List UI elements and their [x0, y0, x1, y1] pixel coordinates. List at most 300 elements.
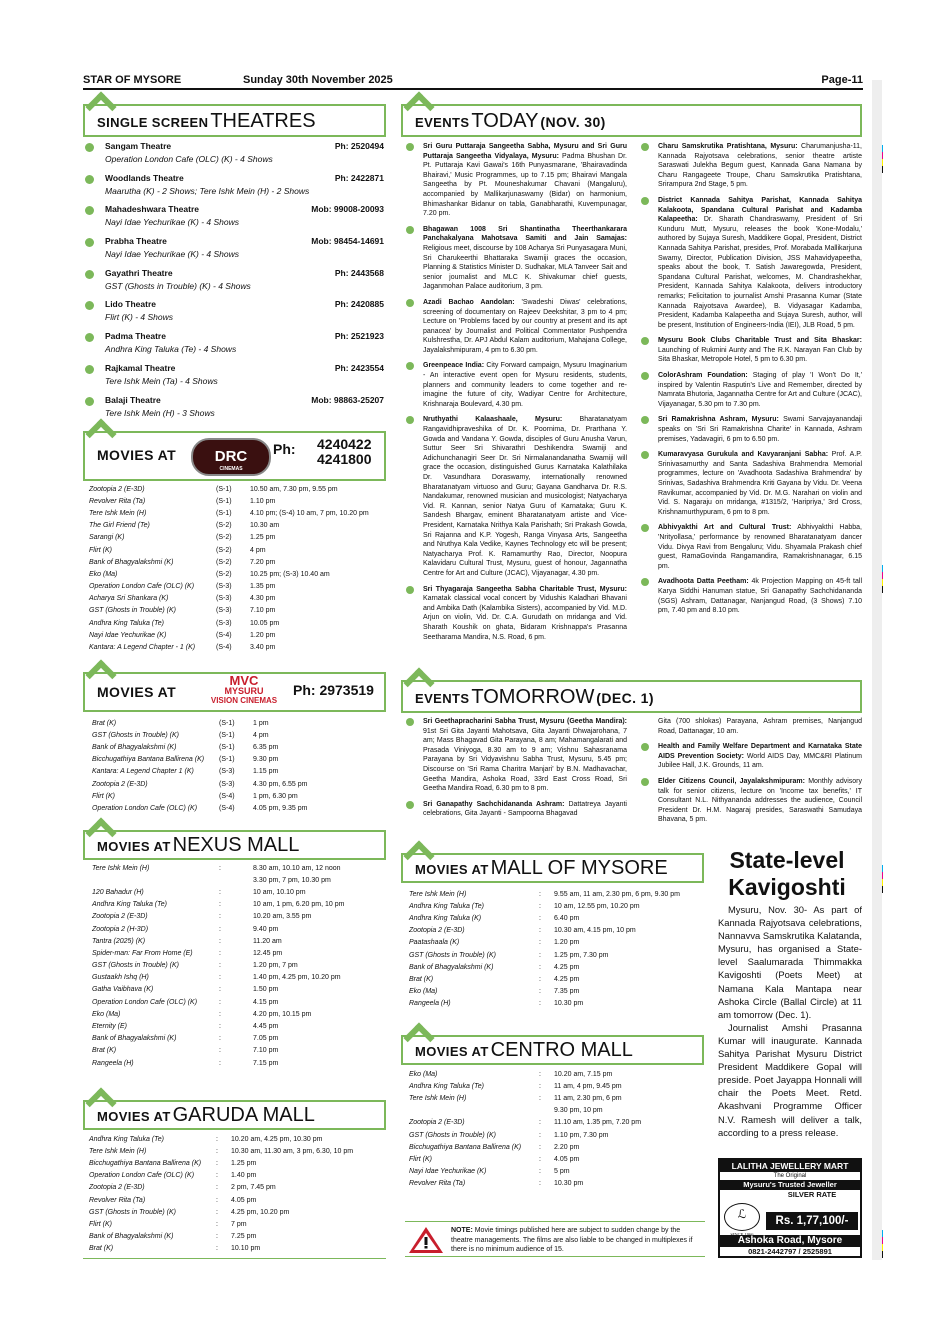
schedule-row [409, 949, 704, 961]
section-title: NEXUS MALL [172, 834, 300, 856]
ad-phones: 0821-2442797 / 2525891 [748, 1247, 832, 1256]
show-times: 1.10 pm [250, 497, 276, 505]
bullet-icon [85, 238, 94, 247]
page-date: Sunday 30th November 2025 [243, 74, 393, 86]
show-times: 1.20 pm [554, 939, 580, 947]
event-item [405, 142, 627, 219]
show-times: 4.25 pm [554, 963, 580, 971]
show-times: 4 pm [253, 731, 269, 739]
movie-title: Brat (K) [409, 975, 434, 983]
movie-title: Sarangi (K) [89, 534, 125, 542]
movie-title: Rangeela (H) [92, 1059, 134, 1067]
event-item [405, 415, 627, 578]
mvc-logo [197, 674, 291, 705]
screen-or-sep: : [219, 1035, 221, 1043]
screen-or-sep: : [539, 951, 541, 959]
bullet-icon [641, 743, 649, 751]
theatre-phone: Ph: 2521923 [334, 331, 384, 342]
movie-title: Bank of Bhagyalakshmi (K) [409, 963, 494, 971]
events-today-header [401, 104, 862, 137]
centro-header [401, 1035, 704, 1065]
drc-logo-text: DRC [214, 448, 248, 465]
screen-or-sep: : [216, 1172, 218, 1180]
screen-or-sep: (S-1) [216, 509, 232, 517]
event-item [640, 717, 862, 736]
show-times: 4.05 pm [231, 1196, 257, 1204]
mom-header [401, 853, 704, 883]
mvc-header [83, 672, 386, 712]
theatre-movies: Flirt (K) - 4 Shows [105, 312, 174, 323]
screen-or-sep: : [539, 1143, 541, 1151]
section-label: EVENTS [415, 115, 470, 130]
show-times: 1.50 pm [253, 986, 279, 994]
theatre-movies: Nayi Idae Yechurikae (K) - 4 Shows [105, 249, 240, 260]
theatre-item [83, 394, 386, 426]
show-times: 7 pm [231, 1220, 247, 1228]
theatre-name: Sangam Theatre [105, 141, 172, 151]
theatre-name: Padma Theatre [105, 331, 166, 342]
theatre-item [83, 362, 386, 394]
section-title: THEATRES [210, 110, 316, 132]
schedule-row [409, 1153, 704, 1165]
show-times: 9.30 pm, 10 pm [554, 1107, 603, 1115]
bullet-icon [85, 333, 94, 342]
theatre-phone: Mob: 98863-25207 [311, 394, 384, 405]
drc-schedule [89, 483, 385, 654]
screen-or-sep: : [539, 1082, 541, 1090]
screen-or-sep: : [219, 998, 221, 1006]
screen-or-sep: : [539, 1168, 541, 1176]
events-tomorrow-header [401, 680, 862, 713]
theatre-phone: Ph: 2420885 [334, 299, 384, 310]
theatre-item [83, 298, 386, 330]
event-details: 91st Sri Gita Jayanti Mahotsava, Gita Jayanti Dhwajarohana, 7 am; Mass Bhagavad Gita Parayana, 8 am; Mahamangalarati and Prasada Viniyoga, 8.30 am to 9 am; Vishnu Sahasranama Parayana by Sri Vidyavishnu Sabha Trust, Mysuru, 5.45 pm; Discourse on 'Sri Rama Charitra Manjari' by B.N. Madhavachar, Geetha Mandira, Ashoka Road, 33rd East Cross Road, Sri Geetha Mandira Road, 6.30 pm to 8 pm. [423, 727, 627, 793]
show-times: 4.30 pm [250, 595, 276, 603]
section-label: SINGLE SCREEN [97, 115, 209, 130]
kavigoshti-title [712, 847, 862, 901]
movie-title: Eko (Ma) [409, 1070, 438, 1078]
schedule-row [92, 766, 388, 778]
screen-or-sep: : [219, 974, 221, 982]
schedule-row [89, 1133, 381, 1145]
schedule-row [92, 911, 388, 923]
movie-title: Brat (K) [89, 1245, 114, 1253]
theatre-item [83, 235, 386, 267]
event-details: Padma Bhushan Dr. Pt. Puttaraja Kavi Gawai's 16th Punyasmarane, 'Bhairavadinda Bhairavi,' Music Programmes, up to 7.15 pm; Bhairavi Mangala Sangeetha by Pt. Mouneshakumar Chavani (Mangaluru), accompanied by Mallikarjunaswamy (Bidar) on harmonium, Bhimashankar Bidanur on tabla, Ganabharathi, Kuvempunagar, 7.20 pm. [423, 152, 627, 218]
screen-or-sep: : [219, 937, 221, 945]
kavigoshti-article [718, 903, 862, 1139]
drc-phone-1: 4240422 [317, 436, 372, 452]
theatre-movies: Operation London Cafe (OLC) (K) - 4 Shows [105, 154, 273, 164]
movie-title: Zootopia 2 (E-3D) [92, 913, 148, 921]
show-times: 11 am, 2.30 pm, 6 pm [554, 1094, 622, 1102]
event-item [405, 585, 627, 643]
event-item [405, 800, 627, 819]
schedule-row [409, 973, 704, 985]
event-organizer: Sri Guru Puttaraja Sangeetha Sabha, Mysuru and Sri Guru Puttaraja Sangeetha Vidyalaya, Mysuru: [423, 143, 627, 160]
schedule-row [409, 998, 704, 1010]
schedule-row [92, 886, 388, 898]
movie-title: Flirt (K) [89, 1220, 112, 1228]
show-times: 1.25 pm, 7.30 pm [554, 951, 609, 959]
schedule-row [92, 923, 388, 935]
show-times: 10.30 am, 4.15 pm, 10 pm [554, 927, 636, 935]
movie-title: Andhra King Taluka (Te) [409, 1082, 484, 1090]
section-title: GARUDA MALL [172, 1104, 315, 1126]
bullet-icon [641, 143, 649, 151]
show-times: 7.10 pm [250, 607, 276, 615]
movie-title: Bank of Bhagyalakshmi (K) [89, 558, 174, 566]
movie-title: Eko (Ma) [409, 988, 438, 996]
section-title: CENTRO MALL [490, 1039, 633, 1061]
show-times: 1.40 pm, 4.25 pm, 10.20 pm [253, 974, 341, 982]
events-today-col-2 [640, 142, 862, 622]
movie-title: Andhra King Taluka (K) [409, 914, 482, 922]
theatre-movies: Tere Ishk Mein (Ta) - 4 Shows [105, 375, 218, 386]
page-header [83, 72, 863, 90]
mvc-logo-name: VISION CINEMAS [210, 696, 278, 705]
movie-title: GST (Ghosts in Trouble) (K) [89, 607, 177, 615]
ad-slogan: Mysuru's Trusted Jeweller [720, 1180, 860, 1190]
schedule-row [92, 729, 388, 741]
movie-title: Rangeela (H) [409, 1000, 451, 1008]
show-times: 1 pm, 6.30 pm [253, 792, 298, 800]
event-item [640, 142, 862, 190]
bullet-icon [406, 226, 414, 234]
show-times: 7.05 pm [253, 1035, 279, 1043]
show-times: 3.40 pm [250, 644, 276, 652]
schedule-row [92, 778, 388, 790]
schedule-row [89, 1170, 381, 1182]
show-times: 11.10 am, 1.35 pm, 7.20 pm [554, 1119, 642, 1127]
screen-or-sep: (S-2) [216, 522, 232, 530]
screen-or-sep: : [539, 988, 541, 996]
screen-or-sep: : [216, 1147, 218, 1155]
event-details: Launching of Rukmini Aunty and The R.K. Narayan Fan Club by Sita Bhaskar, Metropole Hotel, 5 pm to 6.30 pm. [658, 346, 862, 364]
screen-or-sep: : [219, 949, 221, 957]
screen-or-sep: : [539, 963, 541, 971]
show-times: 10.50 am, 7.30 pm, 9.55 pm [250, 485, 338, 493]
schedule-row [92, 947, 388, 959]
event-item [405, 298, 627, 356]
screen-or-sep: : [219, 1047, 221, 1055]
movie-title: Zootopia 2 (E-3D) [89, 1184, 145, 1192]
event-details: World AIDS Day, MMC&RI Platinum Jubilee Hall, J.K. Grounds, 11 am. [658, 752, 862, 770]
show-times: 9.40 pm [253, 925, 279, 933]
movie-title: Flirt (K) [409, 1155, 432, 1163]
ad-name: LALITHA JEWELLERY MART [720, 1160, 860, 1172]
schedule-row [92, 935, 388, 947]
events-tomorrow-col-1 [405, 717, 627, 825]
event-organizer: ColorAshram Foundation: [658, 372, 748, 380]
kavigoshti-title-2: Kavigoshti [728, 874, 846, 900]
section-label: EVENTS [415, 691, 470, 706]
show-times: 4.30 pm, 6.55 pm [253, 780, 308, 788]
margin-strip [872, 80, 882, 1260]
schedule-row [409, 937, 704, 949]
event-organizer: Sri Ganapathy Sachchidananda Ashram: [423, 800, 565, 808]
movie-title: Tere Ishk Mein (H) [89, 509, 147, 517]
screen-or-sep: : [219, 986, 221, 994]
event-organizer: Charu Samskrutika Pratishtana, Mysuru: [658, 143, 798, 150]
schedule-row [89, 568, 385, 580]
screen-or-sep: (S-4) [219, 792, 235, 800]
screen-or-sep: : [216, 1208, 218, 1216]
show-times: 9.30 pm [253, 756, 279, 764]
schedule-row [89, 1243, 381, 1255]
event-organizer: Azadi Bachao Aandolan: [423, 298, 515, 306]
screen-or-sep: (S-1) [219, 756, 235, 764]
theatre-name: Mahadeshwara Theatre [105, 204, 200, 215]
screen-or-sep: : [216, 1184, 218, 1192]
movie-title: Tere Ishk Mein (H) [89, 1147, 147, 1155]
show-times: 7.20 pm [250, 558, 276, 566]
theatre-movies: Maarutha (K) - 2 Shows; Tere Ishk Mein (H) - 2 Shows [105, 185, 310, 196]
movie-title: Flirt (K) [89, 546, 112, 554]
drc-logo-sub: CINEMAS [219, 466, 243, 472]
screen-or-sep: : [219, 864, 221, 872]
event-details: Dr. Sharath Chandraswamy, President of Sri Kunduru Mutt, Mysuru, releases the book 'Kone-Modalu,' authored by Sujaya Suresh, Maddikere Gopal, President, District Kannada Sahitya Parishat, presides, Prof. Morabada Mallikarjuna Swamy, Director, Publication Division, JSS Mahavidyapeetha, speaks about the book, T. Satish Jawaregowda, President, Spandana Cultural Parishat, welcomes, M. Chandrashekhar, President, Kannada Sahitya Kalakoota, delivers introductory remarks; Felicitation to journalist Amshi Prasanna Kumar (State Kannada Rajyotsava Awardee), B. Vidyasagar Kadamba, President, Kadamba Kalapeetha and Sujaya Suresh, author, will be present, Institution of Engineers-India (IEI), JLB Road, 5 pm. [658, 216, 862, 329]
paper-name: STAR OF MYSORE [83, 74, 182, 86]
schedule-row [409, 1178, 704, 1190]
note-body: Movie timings published here are subject to sudden change by the theatre managements. The films are also liable to be changed in multiplexes if there is no minimum audience of 15. [451, 1227, 693, 1253]
movie-title [409, 1105, 539, 1117]
event-details: City Forward campaign, Mysuru Imaginarium - An interactive event open for Mysuru residents, students, planners and community leaders to come together and re-imagine the future of city, Wadiyar Centre for Architecture, Krishnaraja Boulevard, 4.30 pm. [423, 362, 627, 408]
schedule-row [92, 960, 388, 972]
schedule-row [89, 641, 385, 653]
page-number: Page-11 [821, 74, 863, 86]
theatre-name: Rajkamal Theatre [105, 362, 176, 373]
show-times: 4.45 pm [253, 1023, 279, 1031]
movie-title: Bicchugathiya Bantana Ballirena (K) [409, 1143, 522, 1151]
screen-or-sep: (S-3) [219, 780, 235, 788]
screen-or-sep: : [539, 1155, 541, 1163]
bullet-icon [641, 524, 649, 532]
section-label: MOVIES AT [97, 839, 171, 854]
screen-or-sep: : [216, 1159, 218, 1167]
movie-title: Spider-man: Far From Home (E) [92, 949, 193, 957]
screen-or-sep: (S-2) [216, 534, 232, 542]
show-times: 12.45 pm [253, 949, 283, 957]
show-times: 10.10 pm [231, 1245, 261, 1253]
screen-or-sep: (S-3) [216, 607, 232, 615]
screen-or-sep: (S-4) [219, 804, 235, 812]
movie-title: Brat (K) [92, 1047, 117, 1055]
screen-or-sep: (S-1) [219, 719, 235, 727]
screen-or-sep: : [216, 1220, 218, 1228]
screen-or-sep: (S-3) [216, 583, 232, 591]
ad-logo: ℒ [724, 1203, 760, 1231]
movie-title: GST (Ghosts in Trouble) (K) [92, 731, 180, 739]
bullet-icon [641, 778, 649, 786]
movie-title: GST (Ghosts in Trouble) (K) [89, 1208, 177, 1216]
show-times: 7.10 pm [253, 1047, 279, 1055]
screen-or-sep: : [219, 913, 221, 921]
show-times: 10.30 pm [554, 1000, 584, 1008]
schedule-row [92, 1057, 388, 1069]
movie-title: Brat (K) [92, 719, 117, 727]
event-organizer: Abhivyakthi Art and Cultural Trust: [658, 524, 792, 532]
bullet-icon [85, 397, 94, 406]
schedule-row [92, 996, 388, 1008]
show-times: 1.20 pm, 7 pm [253, 962, 298, 970]
section-label: MOVIES AT [415, 862, 489, 877]
single-screen-header [83, 104, 386, 137]
bullet-icon [641, 416, 649, 424]
schedule-row [89, 1157, 381, 1169]
section-label: MOVIES AT [97, 447, 177, 463]
screen-or-sep: : [539, 914, 541, 922]
theatre-name: Lido Theatre [105, 299, 157, 310]
show-times: 1.25 pm [250, 534, 276, 542]
movie-title: Tere Ishk Mein (H) [409, 1094, 467, 1102]
event-item [640, 523, 862, 571]
schedule-row [89, 1194, 381, 1206]
movie-title: Andhra King Taluka (Te) [409, 902, 484, 910]
movie-title: Revolver Rita (Ta) [89, 1196, 146, 1204]
event-organizer: Sri Thyagaraja Sangeetha Sabha Charitable Trust, Mysuru: [423, 585, 627, 593]
movie-title: GST (Ghosts in Trouble) (K) [409, 951, 497, 959]
screen-or-sep: (S-1) [216, 497, 232, 505]
schedule-row [92, 1008, 388, 1020]
show-times: 1.25 pm [231, 1159, 257, 1167]
drc-ph-label: Ph: [273, 441, 296, 457]
movie-title: Zootopia 2 (E-3D) [409, 1119, 465, 1127]
schedule-row [409, 1105, 704, 1117]
screen-or-sep: : [216, 1233, 218, 1241]
event-organizer: Elder Citizens Council, Jayalakshmipuram: [658, 777, 805, 785]
show-times: 10.05 pm [250, 619, 280, 627]
schedule-row [92, 972, 388, 984]
event-item [405, 717, 627, 794]
kavigoshti-title-1: State-level [729, 847, 845, 873]
movie-title: Flirt (K) [92, 792, 115, 800]
screen-or-sep: (S-1) [219, 731, 235, 739]
screen-or-sep: (S-2) [216, 570, 232, 578]
event-organizer: District Kannada Sahitya Parishat, Kannada Sahitya Kalakoota, Spandana Cultural Parishat and Kadamba Kalapeetha: [658, 196, 862, 224]
movie-title: Bank of Bhagyalakshmi (K) [89, 1233, 174, 1241]
bullet-icon [85, 301, 94, 310]
movie-title: Kantara: A Legend Chapter 1 (K) [92, 768, 194, 776]
theatre-phone: Ph: 2443568 [334, 267, 384, 278]
theatre-name: Gayathri Theatre [105, 267, 173, 278]
screen-or-sep: : [539, 1070, 541, 1078]
screen-or-sep: (S-3) [216, 595, 232, 603]
theatre-phone: Mob: 99008-20093 [311, 204, 384, 215]
event-details: Religious meet, discourse by 108 Acharya Sri Punyasagara Muni, Sri Charukeerthi Bhattaraka Swamiji graces the occasion, Planning & Statistics Minister D. Sudhakar, MLA Tanveer Sait and senior journalist and MLC K. Shivakumar chief guests, Jaganmohan Palace auditorium, 3 pm. [423, 244, 627, 291]
bullet-icon [406, 143, 414, 151]
section-label: MOVIES AT [97, 1109, 171, 1124]
event-item [640, 742, 862, 771]
event-organizer: Mysuru Book Clubs Charitable Trust and Sita Bhaskar: [658, 337, 862, 345]
centro-schedule [409, 1068, 704, 1190]
section-date: (DEC. 1) [596, 690, 654, 706]
bullet-icon [406, 362, 414, 370]
schedule-row [409, 925, 704, 937]
movie-title: Nayi Idae Yechurikae (K) [409, 1168, 487, 1176]
screen-or-sep: : [539, 1094, 541, 1102]
movie-title: Andhra King Taluka (Te) [89, 1135, 164, 1143]
events-today-col-1 [405, 142, 627, 648]
nexus-schedule [92, 862, 388, 1069]
drc-logo [191, 438, 271, 476]
bullet-icon [85, 206, 94, 215]
ad-address: Ashoka Road, Mysore [720, 1235, 860, 1247]
show-times: 10.20 am, 3.55 pm [253, 913, 312, 921]
show-times: 4.10 pm; (S-4) 10 am, 7 pm, 10.20 pm [250, 509, 369, 517]
movie-title: Tere Ishk Mein (H) [409, 890, 467, 898]
screen-or-sep: : [539, 927, 541, 935]
schedule-row [89, 520, 385, 532]
show-times: 3.30 pm, 7 pm, 10.30 pm [253, 876, 331, 884]
schedule-row [89, 1218, 381, 1230]
event-details: 4k Projection Mapping on 45-ft tall Karya Siddhi Hanuman statue, Sri Ganapathy Sachchidananda (SGS) Ashram, Dattanagar, Nanjangud Road, (3 Shows) 7.10 pm, 7.40 pm and 8.10 pm. [658, 578, 862, 615]
bullet-icon [406, 718, 414, 726]
bullet-icon [406, 299, 414, 307]
movie-title: Gatha Vaibhava (K) [92, 986, 154, 994]
bullet-icon [641, 337, 649, 345]
mvc-phone: Ph: 2973519 [293, 682, 374, 698]
screen-or-sep: : [219, 925, 221, 933]
schedule-row [409, 1141, 704, 1153]
screen-or-sep: (S-1) [219, 743, 235, 751]
theatre-list [83, 140, 386, 425]
kavigoshti-para-1: Mysuru, Nov. 30- As part of Kannada Rajyotsava celebrations, Nannavva Samskrutika Kalatanda, Mysuru, has organised a State-level Saalumarada Thimmakka Kavigoshti (Poets Meet) at Namana Kala Mantapa near Ashoka Circle (Ballal Circle) at 11 am tomorrow (Dec. 1). [718, 904, 862, 1020]
theatre-item [83, 172, 386, 204]
show-times: 10.25 pm; (S-3) 10.40 am [250, 570, 330, 578]
schedule-row [89, 1231, 381, 1243]
screen-or-sep: : [219, 888, 221, 896]
screen-or-sep: : [539, 902, 541, 910]
movie-title: Operation London Cafe (OLC) (K) [92, 998, 198, 1006]
theatre-name: Woodlands Theatre [105, 172, 184, 183]
event-item [640, 371, 862, 409]
show-times: 10.30 am, 11.30 am, 3 pm, 6.30, 10 pm [231, 1147, 354, 1155]
screen-or-sep [539, 1105, 554, 1117]
theatre-item [83, 267, 386, 299]
theatre-item [83, 330, 386, 362]
schedule-row [409, 1080, 704, 1092]
show-times: 10.30 pm [554, 1180, 584, 1188]
schedule-row [92, 1033, 388, 1045]
show-times: 1.40 pm [231, 1172, 257, 1180]
schedule-row [92, 862, 388, 874]
theatre-name: Balaji Theatre [105, 394, 161, 405]
show-times: 1.35 pm [250, 583, 276, 591]
event-organizer: Health and Family Welfare Department and Karnataka State AIDS Prevention Society: [658, 743, 862, 760]
movie-title: GST (Ghosts in Trouble) (K) [92, 962, 180, 970]
event-details: Swami Sarvajayanandaji speaks on 'Sri Sri Ramakrishna Charite' in Kannada, Ashram premises, Yadavagiri, 6 pm to 6.50 pm. [658, 416, 862, 443]
theatre-movies: Andhra King Taluka (Te) - 4 Shows [105, 344, 237, 355]
schedule-row [409, 900, 704, 912]
event-details: Bharatanatyam Rangavidhipraveshika of Dr. K. Poornima, Dr. Prarthana Y. Gowda and Vandana Y. Gowda, disciples of Guru Anusha Varun, Suttur Seer Sri Shivarathri Deshikendra Swamiji and Adichunchanagiri Seer Dr. Sri Nirmalanandanatha Swamiji will grace the occasion, distinguished Gurus Karnataka Kalathilaka Dr. Vasundhara Doraswamy, internationally renowned Bharatanatyam virtuoso and Guru; Gayana Gandharva Dr. R.S. Nandakumar, renowned musician and musicologist; Natyacharya Vid. R. Kannan, senior Natya Guru of Karnataka; Guru K. Sandesh Bhargav, eminent Bharatanatyam artiste and Vice-President, Karnataka Nrithya Kala Parishath; Sri Prakash Gowda, Sri Rajanna and K.P. Yogesh, Ranga Vinyasa Arts, Sangeetha and Nruthya Kala Vedike, Kaynes Technology etc will be present; Natyacharya Prof. K. Ramamurthy Rao, Director, Noopura Kalavidaru Cultural Trust, Mysuru, guest of honour, Jagannatha Centre for Art and Culture (JCAC), Vijayanagar, 4.30 pm. [423, 416, 628, 577]
schedule-row [92, 874, 388, 886]
note-label: NOTE: [451, 1227, 473, 1234]
screen-or-sep: : [539, 1119, 541, 1127]
event-organizer: Greenpeace India: [423, 362, 485, 370]
show-times: 1 pm [253, 719, 269, 727]
theatre-movies: Nayi Idae Yechurikae (K) - 4 Shows [105, 217, 240, 228]
movie-title: Eternity (E) [92, 1023, 128, 1031]
movie-title: Operation London Cafe (OLC) (K) [89, 1172, 195, 1180]
event-organizer: Avadhoota Datta Peetham: [658, 578, 749, 586]
movie-title: Andhra King Taluka (Te) [89, 619, 164, 627]
event-details: Monthly advisory talk for senior citizens, lecture on 'Income tax benefits,' IT Consultant N.L. Nithyananda addresses the audience, Council President Dr. H.M. Nagaraj presides, Saraswathi Samudaya Bhavana, 5 pm. [658, 777, 862, 824]
show-times: 8.30 am, 10.10 am, 12 noon [253, 864, 341, 872]
movie-title: Zootopia 2 (H-3D) [92, 925, 149, 933]
schedule-row [89, 1145, 381, 1157]
show-times: 2.20 pm [554, 1143, 580, 1151]
